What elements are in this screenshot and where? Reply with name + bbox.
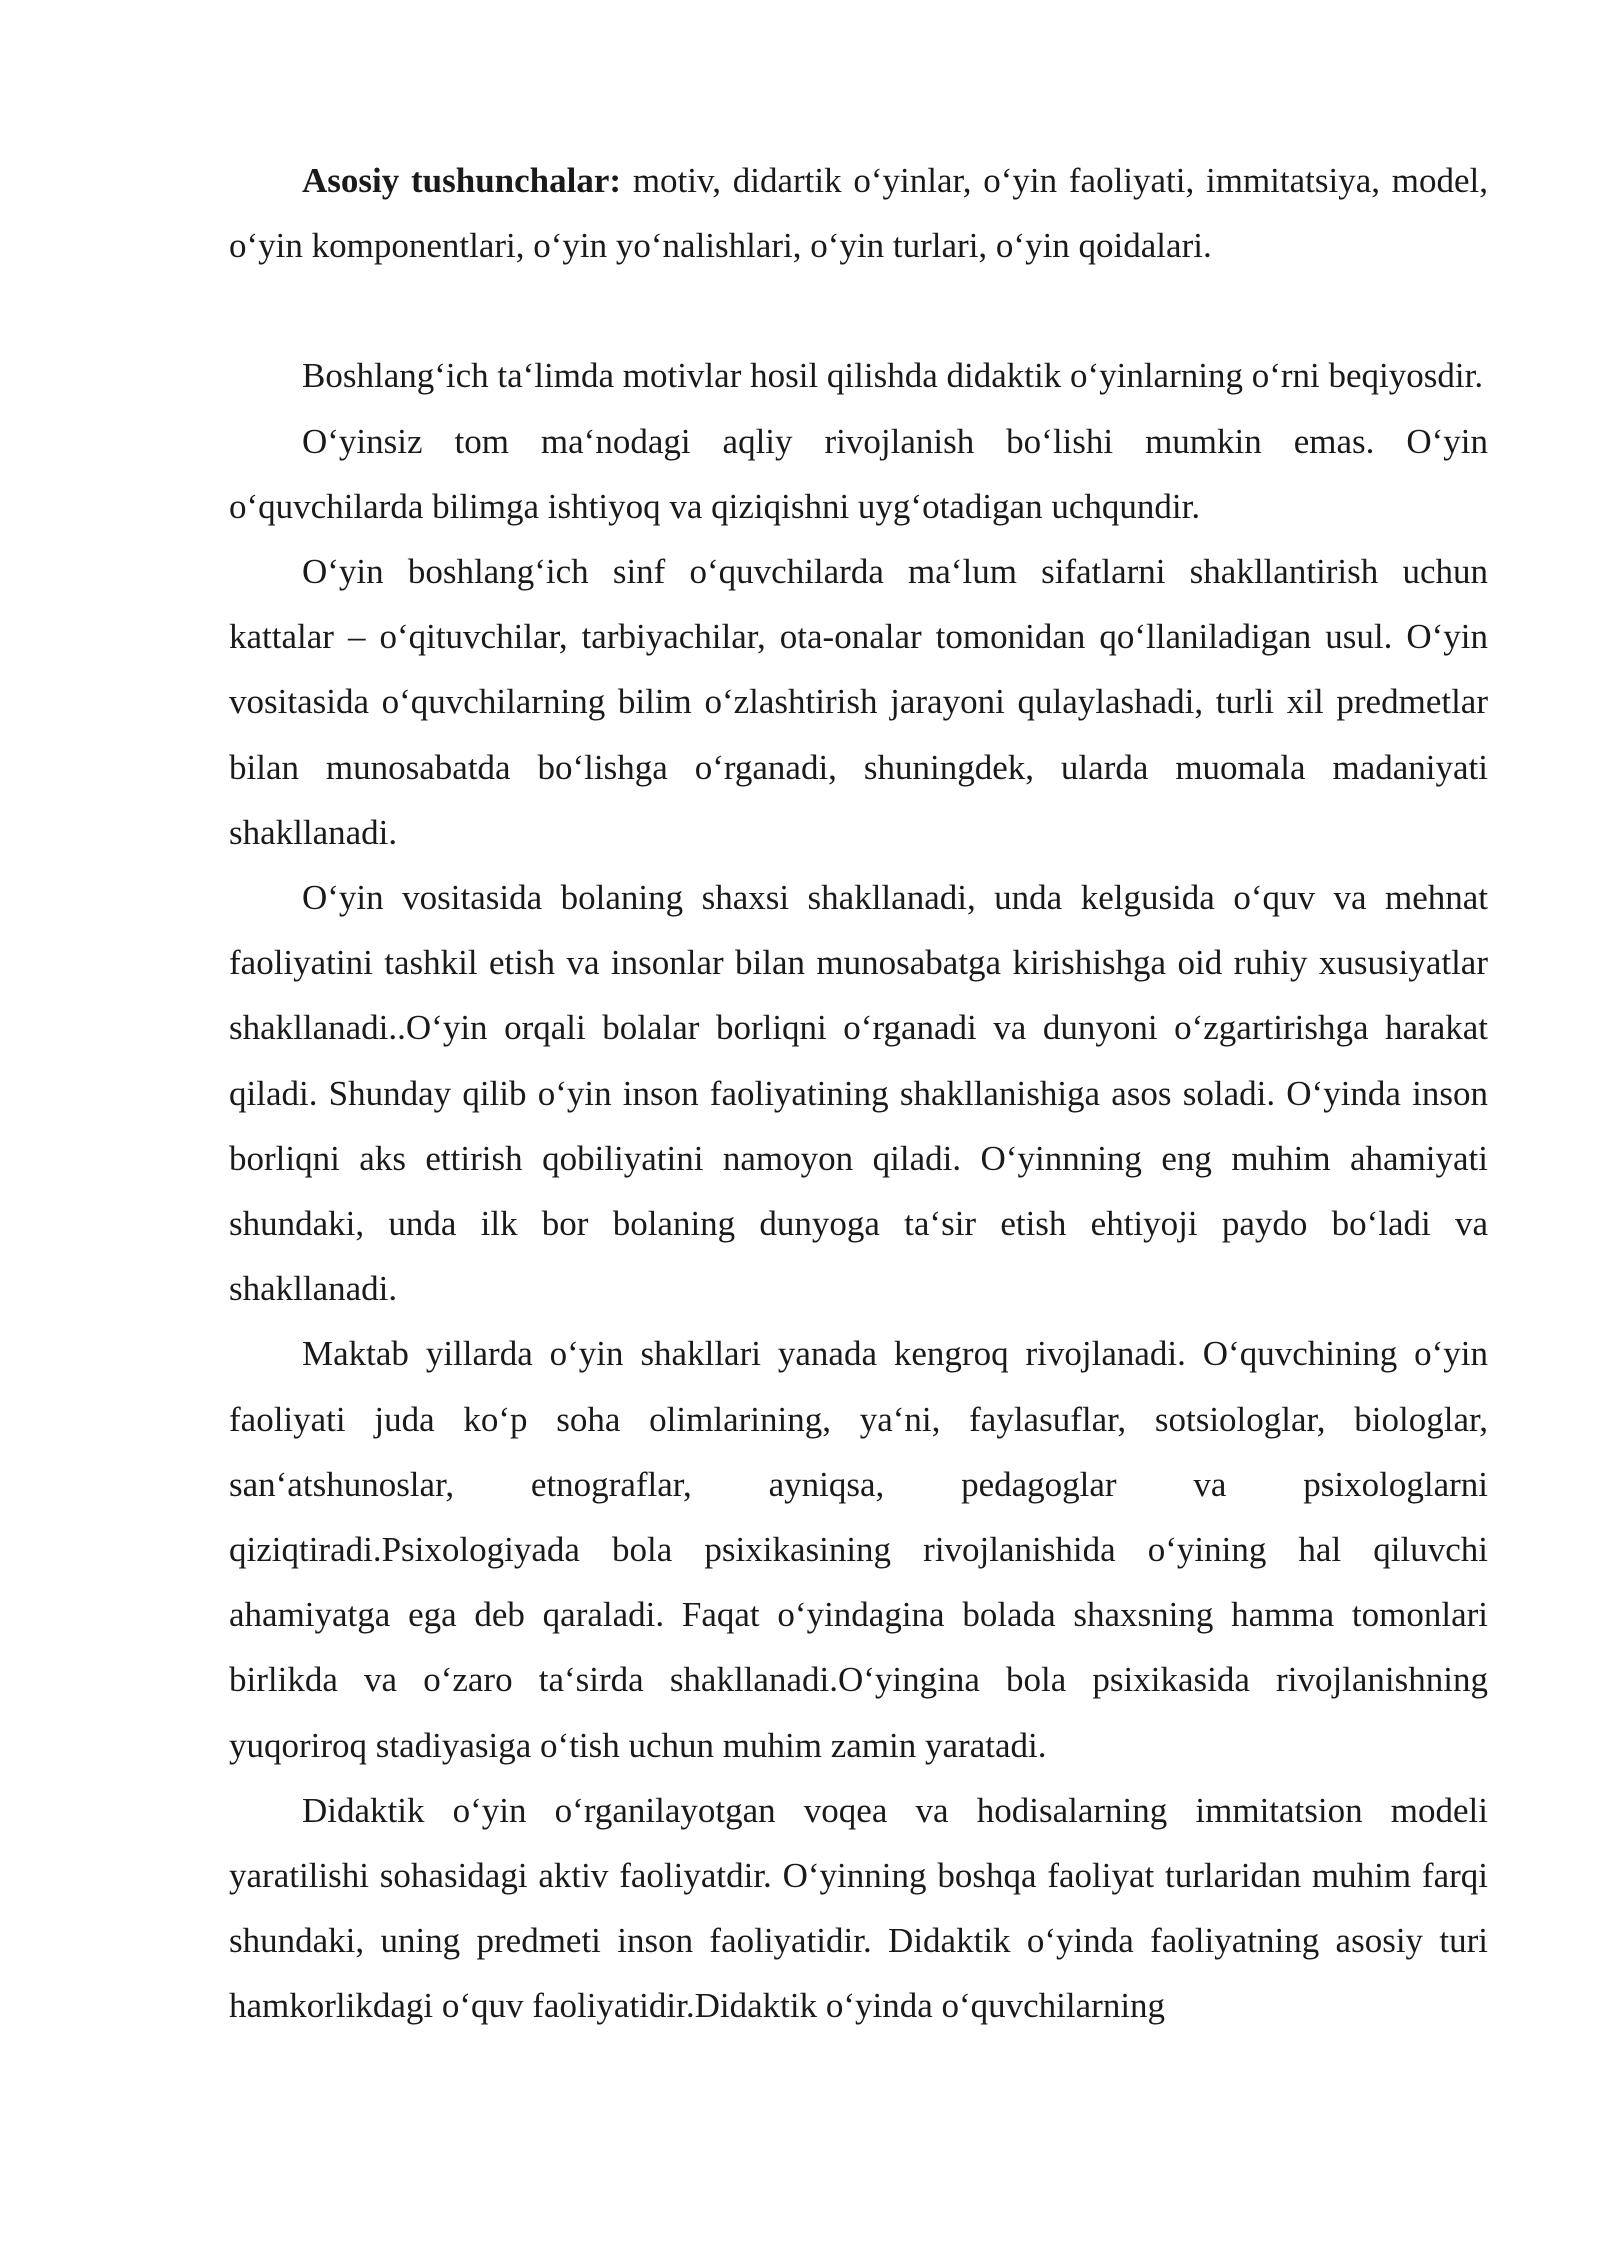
- body-paragraph: Maktab yillarda o‘yin shakllari yanada kengroq rivojlanadi. O‘quvchining o‘yin faoliyati juda ko‘p soha olimlarining, ya‘ni, faylasuflar, sotsiologlar, biologlar, san‘atshunoslar, etnograflar, ayniqsa, pedagoglar va psixologlarni qiziqtiradi.Psixologiyada bola psixikasining rivojlanishida o‘yining hal qiluvchi ahamiyatga ega deb qaraladi. Faqat o‘yindagina bolada shaxsning hamma tomonlari birlikda va o‘zaro ta‘sirda shakllanadi.O‘yingina bola psixikasida rivojlanishning yuqoriroq stadiyasiga o‘tish uchun muhim zamin yaratadi.: [229, 1334, 1488, 1765]
- body-paragraph: O‘yinsiz tom ma‘nodagi aqliy rivojlanish bo‘lishi mumkin emas. O‘yin o‘quvchilarda bilimga ishtiyoq va qiziqishni uyg‘otadigan uchqundir.: [229, 421, 1488, 526]
- body-paragraph: Didaktik o‘yin o‘rganilayotgan voqea va hodisalarning immitatsion modeli yaratilishi sohasidagi aktiv faoliyatdir. O‘yinning boshqa faoliyat turlaridan muhim farqi shundaki, uning predmeti inson faoliyatidir. Didaktik o‘yinda faoliyatning asosiy turi hamkorlikdagi o‘quv faoliyatidir.Didaktik o‘yinda o‘quvchilarning: [229, 1790, 1488, 2026]
- document-page: [229, 148, 1488, 2039]
- body-paragraph: O‘yin vositasida bolaning shaxsi shakllanadi, unda kelgusida o‘quv va mehnat faoliyatini tashkil etish va insonlar bilan munosabatga kirishishga oid ruhiy xususiyatlar shakllanadi..O‘yin orqali bolalar borliqni o‘rganadi va dunyoni o‘zgartirishga harakat qiladi. Shunday qilib o‘yin inson faoliyatining shakllanishiga asos soladi. O‘yinda inson borliqni aks ettirish qobiliyatini namoyon qiladi. O‘yinnning eng muhim ahamiyati shundaki, unda ilk bor bolaning dunyoga ta‘sir etish ehtiyoji paydo bo‘ladi va shakllanadi.: [229, 878, 1488, 1309]
- body-paragraph: Boshlang‘ich ta‘limda motivlar hosil qilishda didaktik o‘yinlarning o‘rni beqiyosdir.: [302, 356, 1484, 396]
- keywords-text: motiv, didartik o‘yinlar, o‘yin faoliyati, immitatsiya, model, o‘yin komponentlari, o‘yin yo‘nalishlari, o‘yin turlari, o‘yin qoidalari.: [229, 161, 1488, 266]
- keywords-label: Asosiy tushunchalar:: [302, 161, 622, 200]
- body-paragraph: O‘yin boshlang‘ich sinf o‘quvchilarda ma‘lum sifatlarni shakllantirish uchun kattalar – o‘qituvchilar, tarbiyachilar, ota-onalar tomonidan qo‘llaniladigan usul. O‘yin vositasida o‘quvchilarning bilim o‘zlashtirish jarayoni qulaylashadi, turli xil predmetlar bilan munosabatda bo‘lishga o‘rganadi, shuningdek, ularda muomala madaniyati shakllanadi.: [229, 552, 1488, 852]
- keywords-paragraph: [229, 148, 1488, 278]
